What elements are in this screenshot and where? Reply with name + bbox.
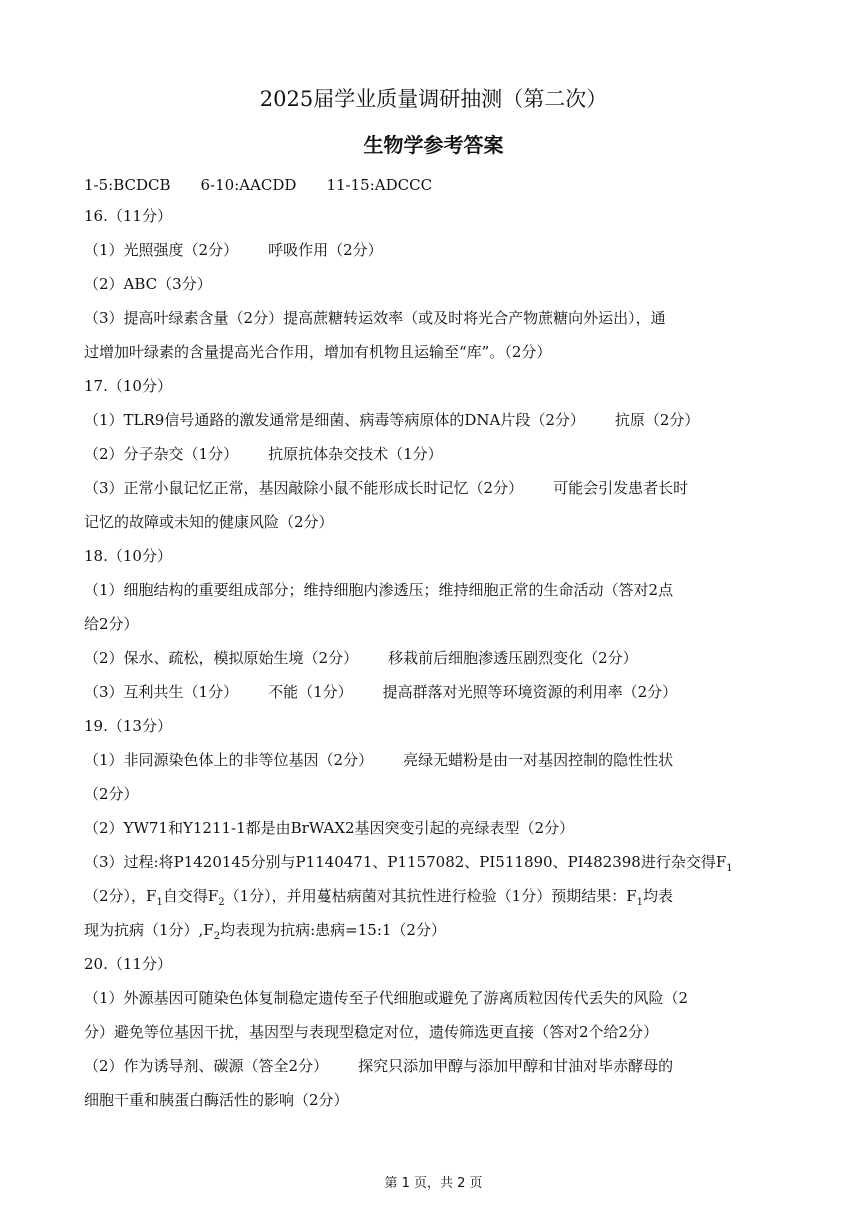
q19-part1-answer-a: （1）非同源染色体上的非等位基因（2分） — [84, 751, 374, 769]
q20-heading: 20.（11分） — [84, 955, 172, 973]
q19-heading: 19.（13分） — [84, 717, 172, 735]
q18-heading: 18.（10分） — [84, 547, 172, 565]
q17-part1 — [84, 410, 790, 430]
f1-subscript: 1 — [636, 897, 643, 908]
q16-part3-line1: （3）提高叶绿素含量（2分）提高蔗糖转运效率（或及时将光合产物蔗糖向外运出），通 — [84, 309, 666, 327]
q17-part3-answer-b: 可能会引发患者长时 — [553, 479, 689, 497]
q19-part3-text-b2: 自交得F — [162, 887, 219, 905]
q19-part3-text-c1: 现为抗病（1分）,F — [84, 921, 214, 939]
q16-part2: （2）ABC（3分） — [84, 275, 212, 293]
q17-part3-line1 — [84, 478, 790, 498]
multiple-choice-answers — [84, 175, 790, 195]
q20-part2-line2: 细胞干重和胰蛋白酶活性的影响（2分） — [84, 1091, 349, 1109]
q18-part1-line2: 给2分） — [84, 615, 139, 633]
q19-part1-line2: （2分） — [84, 785, 139, 803]
q17-part3-line2: 记忆的故障或未知的健康风险（2分） — [84, 513, 334, 531]
mc-answers-6-10: 6-10:AACDD — [200, 176, 297, 194]
q19-part3-text-b3: （1分），并用蔓枯病菌对其抗性进行检验（1分）预期结果：F — [224, 887, 637, 905]
q16-heading: 16.（11分） — [84, 207, 172, 225]
page-title: 2025届学业质量调研抽测（第二次） — [259, 87, 608, 111]
q20-part2-answer-b: 探究只添加甲醇与添加甲醇和甘油对毕赤酵母的 — [358, 1057, 674, 1075]
q19-part3-line2 — [84, 886, 790, 906]
q19-part3-text-a: （3）过程:将P1420145分别与P1140471、P1157082、PI511890、PI482398进行杂交得F — [84, 853, 727, 871]
f1-subscript: 1 — [726, 863, 733, 874]
q18-part1-line1: （1）细胞结构的重要组成部分；维持细胞内渗透压；维持细胞正常的生命活动（答对2点 — [84, 581, 674, 599]
q19-part3-text-b4: 均表 — [643, 887, 674, 905]
page-footer: 第 1 页，共 2 页 — [384, 1176, 483, 1191]
q16-part3-line2: 过增加叶绿素的含量提高光合作用，增加有机物且运输至“库”。（2分） — [84, 343, 552, 361]
mc-answers-11-15: 11-15:ADCCC — [326, 176, 433, 194]
page-subtitle: 生物学参考答案 — [363, 133, 504, 157]
f1-subscript: 1 — [156, 897, 163, 908]
q19-part3-line1 — [84, 852, 790, 872]
q18-part2-answer-b: 移栽前后细胞渗透压剧烈变化（2分） — [388, 649, 638, 667]
q18-part2-answer-a: （2）保水、疏松，模拟原始生境（2分） — [84, 649, 359, 667]
q16-part1-answer-a: （1）光照强度（2分） — [84, 241, 239, 259]
q20-part1-line1: （1）外源基因可随染色体复制稳定遗传至子代细胞或避免了游离质粒因传代丢失的风险（2 — [84, 989, 689, 1007]
q17-part3-answer-a: （3）正常小鼠记忆正常，基因敲除小鼠不能形成长时记忆（2分） — [84, 479, 524, 497]
q18-part3-answer-b: 不能（1分） — [268, 683, 353, 701]
q17-part2-answer-a: （2）分子杂交（1分） — [84, 445, 239, 463]
q17-part1-answer-b: 抗原（2分） — [614, 411, 700, 429]
f2-subscript: 2 — [213, 931, 221, 942]
q17-part1-answer-a: （1）TLR9信号通路的激发通常是细菌、病毒等病原体的DNA片段（2分） — [84, 411, 585, 429]
q18-part3-answer-c: 提高群落对光照等环境资源的利用率（2分） — [382, 683, 678, 701]
q19-part3-text-b1: （2分），F — [84, 887, 157, 905]
q16-part1-answer-b: 呼吸作用（2分） — [268, 241, 383, 259]
q18-part3-answer-a: （3）互利共生（1分） — [84, 683, 239, 701]
q19-part1-line1 — [84, 750, 790, 770]
q17-heading: 17.（10分） — [84, 377, 172, 395]
f2-subscript: 2 — [218, 897, 225, 908]
q18-part2 — [84, 648, 790, 668]
q19-part3-text-c2: 均表现为抗病:患病=15:1（2分） — [220, 921, 446, 939]
q20-part2-line1 — [84, 1056, 790, 1076]
q20-part2-answer-a: （2）作为诱导剂、碳源（答全2分） — [84, 1057, 329, 1075]
q17-part2-answer-b: 抗原抗体杂交技术（1分） — [268, 445, 443, 463]
mc-answers-1-5: 1-5:BCDCB — [84, 176, 171, 194]
q17-part2 — [84, 444, 790, 464]
q19-part2: （2）YW71和Y1211-1都是由BrWAX2基因突变引起的亮绿表型（2分） — [84, 819, 575, 837]
q16-part1 — [84, 240, 790, 260]
q19-part3-line3 — [84, 920, 790, 940]
q19-part1-answer-b: 亮绿无蜡粉是由一对基因控制的隐性性状 — [403, 751, 674, 769]
q20-part1-line2: 分）避免等位基因干扰，基因型与表现型稳定对位，遗传筛选更直接（答对2个给2分） — [84, 1023, 659, 1041]
q18-part3 — [84, 682, 790, 702]
